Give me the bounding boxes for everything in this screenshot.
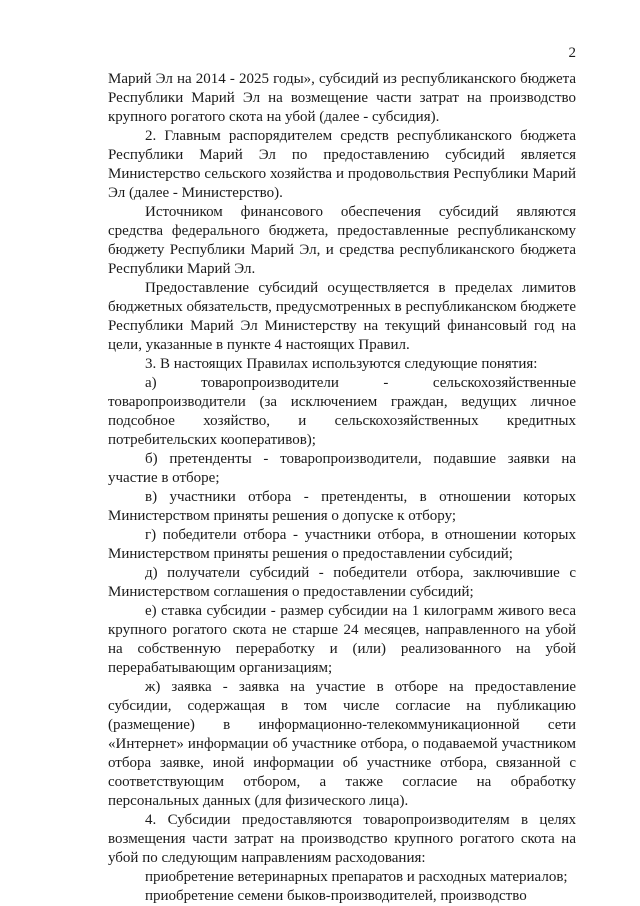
direction-vet-supplies: приобретение ветеринарных препаратов и расходных материалов; [145, 869, 568, 885]
definition-g: г) победители отбора - участники отбора, в отношении которых Министерством приняты решения о предоставлении субсидий; [108, 527, 576, 562]
definition-zh: ж) заявка - заявка на участие в отборе на предоставление субсидии, содержащая в том числе согласие на публикацию (размещение) в информационно-телекоммуникационной сети «Интернет» информации об участнике отбора, о подаваемой участником отбора заявке, иной информации об участнике отбора, связанной с соответствующим отбором, а также согласие на обработку персональных данных (для физического лица). [108, 679, 576, 809]
document-body [108, 70, 576, 906]
page-number: 2 [568, 45, 576, 61]
paragraph-4-subsidy-purpose: 4. Субсидии предоставляются товаропроизводителям в целях возмещения части затрат на производство крупного рогатого скота на убой по следующим направлениям расходования: [108, 812, 576, 866]
paragraph-2-main-administrator: 2. Главным распорядителем средств республиканского бюджета Республики Марий Эл по предоставлению субсидий является Министерство сельского хозяйства и продовольствия Республики Марий Эл (далее - Министерство). [108, 128, 576, 201]
paragraph-funding-source: Источником финансового обеспечения субсидий являются средства федерального бюджета, предоставленные республиканскому бюджету Республики Марий Эл, и средства республиканского бюджета Республики Марий Эл. [108, 204, 576, 277]
definition-b: б) претенденты - товаропроизводители, подавшие заявки на участие в отборе; [108, 451, 576, 486]
paragraph-3-definitions: 3. В настоящих Правилах используются следующие понятия: [145, 356, 538, 372]
paragraph-budget-limits: Предоставление субсидий осуществляется в пределах лимитов бюджетных обязательств, предусмотренных в республиканском бюджете Республики Марий Эл Министерству на текущий финансовый год на цели, указанные в пункте 4 настоящих Правил. [108, 280, 576, 353]
definition-d: д) получатели субсидий - победители отбора, заключившие с Министерством соглашения о предоставлении субсидий; [108, 565, 576, 600]
direction-semen: приобретение семени быков-производителей, производство [145, 888, 527, 904]
definition-e: е) ставка субсидии - размер субсидии на 1 килограмм живого веса крупного рогатого скота не старше 24 месяцев, направленного на убой на собственную переработку и (или) реализованного на убой перерабатывающим организациям; [108, 603, 576, 676]
definition-v: в) участники отбора - претенденты, в отношении которых Министерством приняты решения о допуске к отбору; [108, 489, 576, 524]
paragraph-intro-continuation: Марий Эл на 2014 - 2025 годы», субсидий из республиканского бюджета Республики Марий Эл на возмещение части затрат на производство крупного рогатого скота на убой (далее - субсидия). [108, 71, 576, 125]
definition-a: а) товаропроизводители - сельскохозяйственные товаропроизводители (за исключением граждан, ведущих личное подсобное хозяйство, и сельскохозяйственных кредитных потребительских кооперативов); [108, 375, 576, 448]
